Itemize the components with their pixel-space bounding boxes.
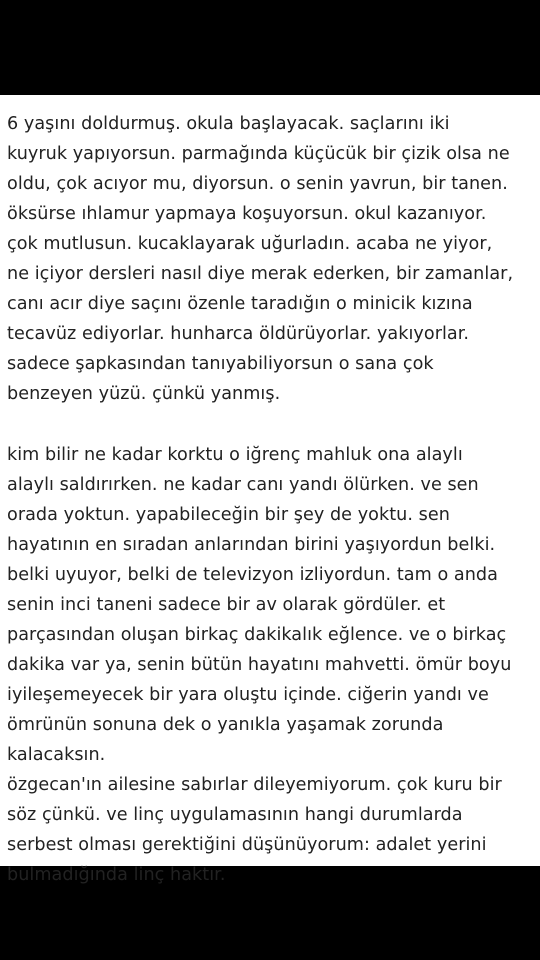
text-line: belki uyuyor, belki de televizyon izliyordun. tam o anda: [7, 565, 498, 585]
text-line: özgecan'ın ailesine sabırlar dileyemiyorum. çok kuru bir: [7, 775, 502, 795]
text-line: bulmadığında linç haktır.: [7, 865, 226, 885]
text-line: öksürse ıhlamur yapmaya koşuyorsun. okul kazanıyor.: [7, 204, 487, 224]
paragraph-spacer: [7, 409, 538, 440]
text-line: dakika var ya, senin bütün hayatını mahvetti. ömür boyu: [7, 655, 512, 675]
text-line: ne içiyor dersleri nasıl diye merak ederken, bir zamanlar,: [7, 264, 514, 284]
paragraph-1: [7, 109, 538, 409]
text-line: kuyruk yapıyorsun. parmağında küçücük bir çizik olsa ne: [7, 144, 510, 164]
text-line: alaylı saldırırken. ne kadar canı yandı ölürken. ve sen: [7, 475, 479, 495]
text-line: canı acır diye saçını özenle taradığın o minicik kızına: [7, 294, 473, 314]
article-text: [7, 109, 538, 890]
text-line: kalacaksın.: [7, 745, 106, 765]
text-line: çok mutlusun. kucaklayarak uğurladın. acaba ne yiyor,: [7, 234, 493, 254]
paragraph-2: [7, 440, 538, 890]
text-line: 6 yaşını doldurmuş. okula başlayacak. saçlarını iki: [7, 114, 450, 134]
text-line: ömrünün sonuna dek o yanıkla yaşamak zorunda: [7, 715, 444, 735]
text-line: hayatının en sıradan anlarından birini yaşıyordun belki.: [7, 535, 496, 555]
text-line: benzeyen yüzü. çünkü yanmış.: [7, 384, 281, 404]
text-line: söz çünkü. ve linç uygulamasının hangi durumlarda: [7, 805, 463, 825]
text-card: [0, 95, 540, 885]
text-line: sadece şapkasından tanıyabiliyorsun o sana çok: [7, 354, 434, 374]
text-line: parçasından oluşan birkaç dakikalık eğlence. ve o birkaç: [7, 625, 507, 645]
text-line: kim bilir ne kadar korktu o iğrenç mahluk ona alaylı: [7, 445, 463, 465]
text-line: oldu, çok acıyor mu, diyorsun. o senin yavrun, bir tanen.: [7, 174, 508, 194]
text-line: senin inci taneni sadece bir av olarak gördüler. et: [7, 595, 446, 615]
text-line: serbest olması gerektiğini düşünüyorum: adalet yerini: [7, 835, 487, 855]
text-line: iyileşemeyecek bir yara oluştu içinde. ciğerin yandı ve: [7, 685, 489, 705]
text-line: orada yoktun. yapabileceğin bir şey de yoktu. sen: [7, 505, 450, 525]
text-line: tecavüz ediyorlar. hunharca öldürüyorlar. yakıyorlar.: [7, 324, 470, 344]
